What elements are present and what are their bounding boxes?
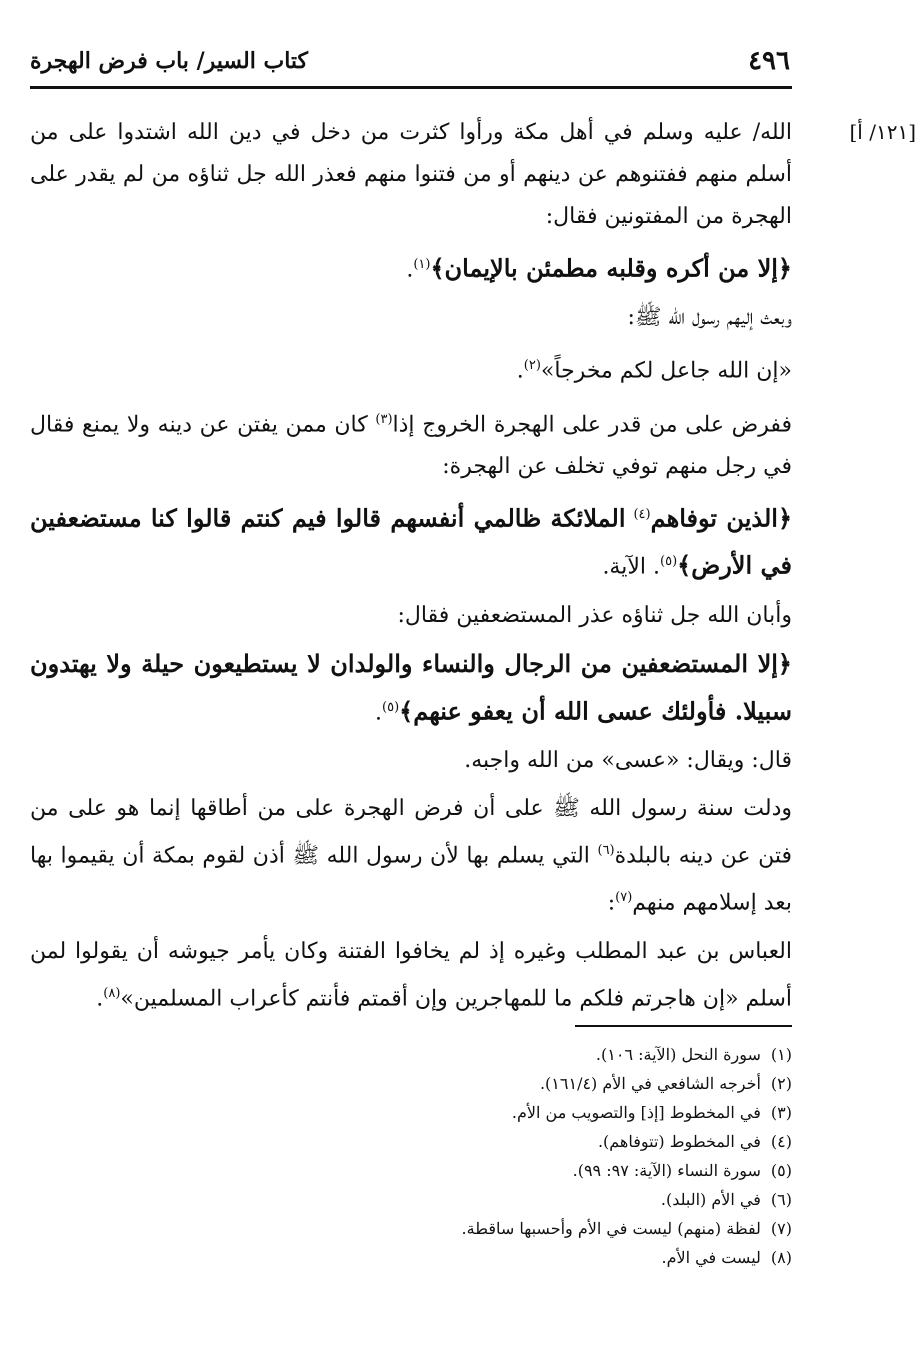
paragraph-7-text: العباس بن عبد المطلب وغيره إذ لم يخافوا الفتنة وكان يأمر جيوشه أن يقولوا لمن أسلم «إن هاجرتم فلكم ما للمهاجرين وإن أقمتم فأنتم كأعراب المسلمين»	[30, 938, 792, 1011]
hadith-text: «إن الله جاعل لكم مخرجاً»	[540, 358, 792, 384]
paragraph-3-text: ففرض على من قدر على الهجرة الخروج إذا	[392, 411, 793, 437]
quran-verse-2	[30, 494, 792, 589]
paragraph-6-text-cont: التي يسلم بها لأن رسول الله ﷺ أذن لقوم بمكة أن يقيموا بها بعد إسلامهم منهم	[30, 843, 792, 916]
footnote-text: سورة النساء (الآية: ٩٧: ٩٩).	[572, 1161, 761, 1180]
quran-text: ﴿إلا من أكره وقلبه مطمئن بالإيمان﴾	[430, 253, 792, 283]
footnote-text: أخرجه الشافعي في الأم (١٦١/٤).	[539, 1074, 761, 1093]
footnote-number: (١)	[770, 1045, 792, 1064]
footnote-ref: (٥)	[382, 699, 400, 715]
footnote-text: ليست في الأم.	[661, 1248, 761, 1267]
footnote-number: (٨)	[770, 1248, 792, 1267]
punctuation: .	[96, 985, 104, 1011]
footnote-number: (٢)	[770, 1074, 792, 1093]
footnote-text: سورة النحل (الآية: ١٠٦).	[595, 1045, 761, 1064]
footnote-number: (٣)	[770, 1103, 792, 1122]
footnote-ref: (٢)	[523, 358, 541, 374]
paragraph-3	[30, 399, 792, 488]
footnote-separator	[575, 1025, 792, 1027]
footnote-item	[430, 1156, 792, 1185]
manuscript-folio-reference: [١٢١/ أ]	[849, 120, 916, 144]
footnote-ref: (٧)	[615, 890, 633, 906]
footnote-ref: (٣)	[375, 411, 393, 427]
punctuation: :	[607, 890, 616, 916]
quran-text: ﴿الذين توفاهم	[650, 503, 793, 533]
paragraph-5: قال: ويقال: «عسى» من الله واجبه.	[464, 747, 792, 773]
footnote-item	[430, 1069, 792, 1098]
header-rule	[30, 86, 792, 89]
running-title: كتاب السير/ باب فرض الهجرة	[30, 48, 309, 74]
paragraph-4: وأبان الله جل ثناؤه عذر المستضعفين فقال:	[397, 602, 792, 628]
footnote-item	[430, 1040, 792, 1069]
verse-tail: . الآية.	[602, 554, 660, 580]
footnote-item	[430, 1098, 792, 1127]
footnote-item	[430, 1214, 792, 1243]
footnote-ref: (٥)	[660, 554, 678, 570]
main-text	[30, 112, 792, 1017]
footnotes	[430, 1040, 792, 1330]
footnote-item	[430, 1243, 792, 1272]
paragraph-2: وبعث إليهم رسول الله ﷺ:	[627, 305, 792, 331]
paragraph-6-text: ودلت سنة رسول الله ﷺ على أن فرض الهجرة على من أطاقها إنما هو على من فتن عن دينه بالبلدة	[30, 795, 793, 869]
paragraph-7	[30, 931, 792, 1020]
footnote-text: لفظة (منهم) ليست في الأم وأحسبها ساقطة.	[461, 1219, 761, 1238]
footnote-text: في المخطوط (تتوفاهم).	[597, 1132, 761, 1151]
footnote-text: في المخطوط [إذ] والتصويب من الأم.	[511, 1103, 761, 1122]
quran-verse-3: ﴿إلا المستضعفين من الرجال والنساء والولدان لا يستطيعون حيلة ولا يهتدون سبيلا. فأولئك عسى الله أن يعفو عنهم﴾$^{(٥)}$.	[30, 648, 792, 725]
footnote-ref: (١)	[413, 257, 431, 272]
paragraph-3-text-cont: كان ممن يفتن عن دينه ولا يمنع فقال في رجل منهم توفي تخلف عن الهجرة:	[30, 411, 792, 479]
paragraph-1: الله/ عليه وسلم في أهل مكة ورأوا كثرت من دخل في دين الله اشتدوا على من أسلم منهم ففتنوهم عن دينهم أو من فتنوا منهم فعذر الله جل ثناؤه من لم يقدر على الهجرة من المفتونين فقال:	[30, 120, 792, 229]
hadith-quote: «إن الله جاعل لكم مخرجاً»$^{(٢)}$.	[516, 358, 792, 384]
page-number: ٤٩٦	[748, 46, 790, 76]
quran-text-cont: الملائكة ظالمي أنفسهم قالوا فيم كنتم قالوا كنا مستضعفين في الأرض﴾	[30, 503, 792, 580]
footnote-item	[430, 1185, 792, 1214]
footnote-ref: (٨)	[103, 985, 121, 1001]
paragraph-6	[30, 788, 792, 925]
footnote-ref: (٤)	[633, 506, 651, 522]
footnote-text: في الأم (البلد).	[660, 1190, 761, 1209]
quran-text: ﴿إلا المستضعفين من الرجال والنساء والولدان لا يستطيعون حيلة ولا يهتدون سبيلا. فأولئك عسى الله أن يعفو عنهم﴾	[30, 648, 792, 725]
footnote-number: (٧)	[770, 1219, 792, 1238]
footnote-item	[430, 1127, 792, 1156]
footnote-number: (٥)	[770, 1161, 792, 1180]
footnote-number: (٤)	[770, 1132, 792, 1151]
quran-verse-1: ﴿إلا من أكره وقلبه مطمئن بالإيمان﴾$^{(١)}$.	[406, 253, 792, 283]
page-header	[30, 40, 790, 82]
footnote-number: (٦)	[770, 1190, 792, 1209]
footnote-ref: (٦)	[597, 842, 615, 858]
